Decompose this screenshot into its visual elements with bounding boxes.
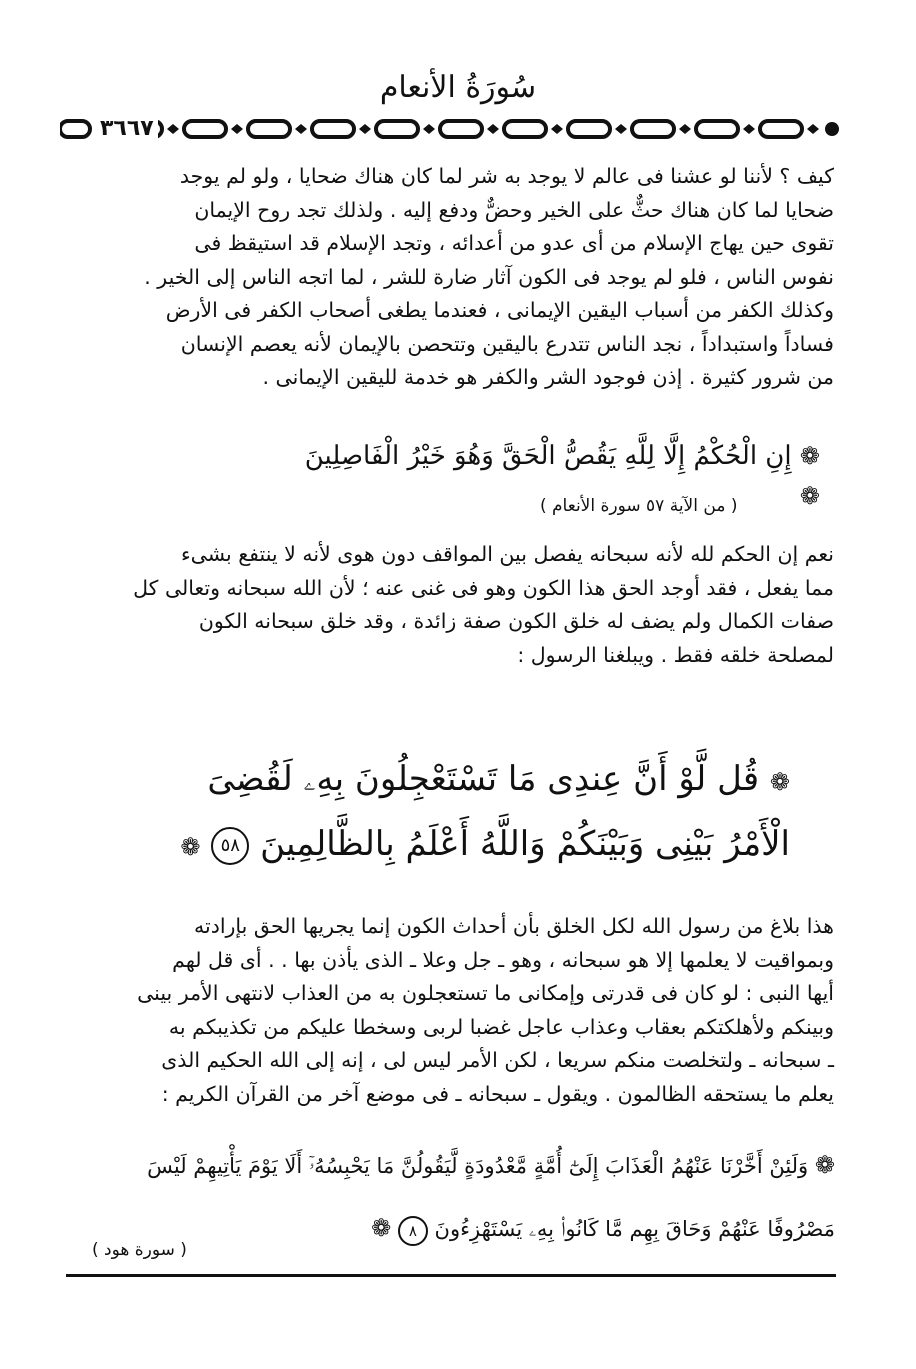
text-line: ـ سبحانه ـ ولتخلصت منكم سريعا ، لكن الأمر ليس لى ، إنه إلى الله الحكيم الذى: [161, 1048, 834, 1072]
verse-text: قُل لَّوْ أَنَّ عِندِى مَا تَسْتَعْجِلُونَ بِهِۦ لَقُضِىَ: [207, 759, 760, 799]
text-line: ضحايا لما كان هناك حثٌّ على الخير وحضٌّ ودفع إليه . ولذلك تجد روح الإيمان: [194, 197, 834, 222]
text-line: هذا بلاغ من رسول الله لكل الخلق بأن أحداث الكون إنما يجريها الحق بإرادته: [194, 914, 834, 938]
page-number: ٣٦٦٧: [96, 116, 158, 142]
text-line: نعم إن الحكم لله لأنه سبحانه يفصل بين المواقف دون هوى لأنه لا ينتفع بشىء: [181, 542, 834, 566]
paragraph-1: [80, 160, 834, 395]
verse-close-ornament-icon: ❁: [371, 1214, 392, 1242]
quran-verse-2: [140, 748, 790, 878]
quran-verse-3: [80, 1146, 835, 1248]
verse-text: إِنِ الْحُكْمُ إِلَّا لِلَّهِ يَقُصُّ الْحَقَّ وَهُوَ خَيْرُ الْفَاصِلِينَ: [304, 441, 792, 471]
verse-reference: ( سورة هود ): [92, 1240, 187, 1260]
verse-text: الْأَمْرُ بَيْنِى وَبَيْنَكُمْ وَاللَّهُ أَعْلَمُ بِالظَّالِمِينَ: [260, 824, 790, 864]
chain-border-ornament: [60, 116, 844, 142]
footer-rule: [66, 1274, 836, 1277]
text-line: تقوى حين يهاج الإسلام من أى عدو من أعدائه ، وتجد الإسلام قد استيقظ فى: [194, 231, 834, 255]
verse-open-ornament-icon: ❁: [814, 1151, 835, 1179]
ayah-number-badge: ٨: [398, 1216, 428, 1246]
verse-open-ornament-icon: ❁: [769, 768, 790, 796]
text-line: وبينكم ولأهلكتكم بعقاب وعذاب عاجل غضبا لربى وسخطا عليكم من تكذيبكم به: [168, 1014, 834, 1039]
surah-title: سُورَةُ الأنعام: [379, 70, 537, 105]
ayah-number-badge: ٥٨: [211, 827, 249, 865]
text-line: وكذلك الكفر من أسباب اليقين الإيمانى ، فعندما يطغى أصحاب الكفر فى الأرض: [165, 298, 834, 322]
text-line: لمصلحة خلقه فقط . ويبلغنا الرسول :: [517, 642, 834, 667]
verse-text: مَصْرُوفًا عَنْهُمْ وَحَاقَ بِهِم مَّا كَانُوا۟ بِهِۦ يَسْتَهْزِءُونَ: [434, 1217, 835, 1241]
text-line: من شرور كثيرة . إذن فوجود الشر والكفر هو خدمة لليقين الإيمانى .: [262, 365, 834, 389]
verse-text: وَلَئِنْ أَخَّرْنَا عَنْهُمُ الْعَذَابَ إِلَىٰٓ أُمَّةٍ مَّعْدُودَةٍ لَّيَقُولُنَّ مَا يَحْبِسُهُۥٓ أَلَا يَوْمَ يَأْتِيهِمْ لَيْسَ: [147, 1154, 809, 1178]
verse-line-1: [140, 748, 790, 813]
verse-open-ornament-icon: ❁: [799, 442, 820, 470]
text-line: نفوس الناس ، فلو لم يوجد فى الكون آثار ضارة للشر ، لما اتجه الناس إلى الخير .: [144, 264, 834, 289]
verse-line-2: [80, 1209, 835, 1248]
text-line: فساداً واستبداداً ، نجد الناس تتدرع باليقين وتتحصن بالإيمان لأنه يعصم الإنسان: [180, 331, 834, 356]
verse-reference: ( من الآية ٥٧ سورة الأنعام ): [540, 496, 738, 516]
paragraph-2: [80, 538, 834, 672]
paragraph-3: [80, 910, 834, 1111]
text-line: أيها النبى : لو كان فى قدرتى وإمكانى ما تستعجلون به من العذاب لانتهى الأمر بينى: [137, 981, 834, 1005]
verse-close-ornament-icon: ❁: [180, 833, 201, 861]
verse-line-1: [80, 1146, 835, 1185]
text-line: صفات الكمال ولم يضف له خلق الكون صفة زائدة ، وقد خلق سبحانه الكون: [198, 609, 834, 633]
verse-close-ornament-icon: ❁: [799, 482, 820, 510]
text-line: مما يفعل ، فقد أوجد الحق هذا الكون وهو فى غنى عنه ؛ لأن الله سبحانه وتعالى كل: [133, 575, 834, 600]
verse-line-2: [140, 813, 790, 878]
text-line: يعلم ما يستحقه الظالمون . ويقول ـ سبحانه ـ فى موضع آخر من القرآن الكريم :: [161, 1081, 834, 1106]
text-line: كيف ؟ لأننا لو عشنا فى عالم لا يوجد به شر لما كان هناك ضحايا ، ولو لم يوجد: [179, 164, 834, 188]
text-line: وبمواقيت لا يعلمها إلا هو سبحانه ، وهو ـ جل وعلا ـ الذى يأذن بها . . أى قل لهم: [172, 947, 834, 972]
